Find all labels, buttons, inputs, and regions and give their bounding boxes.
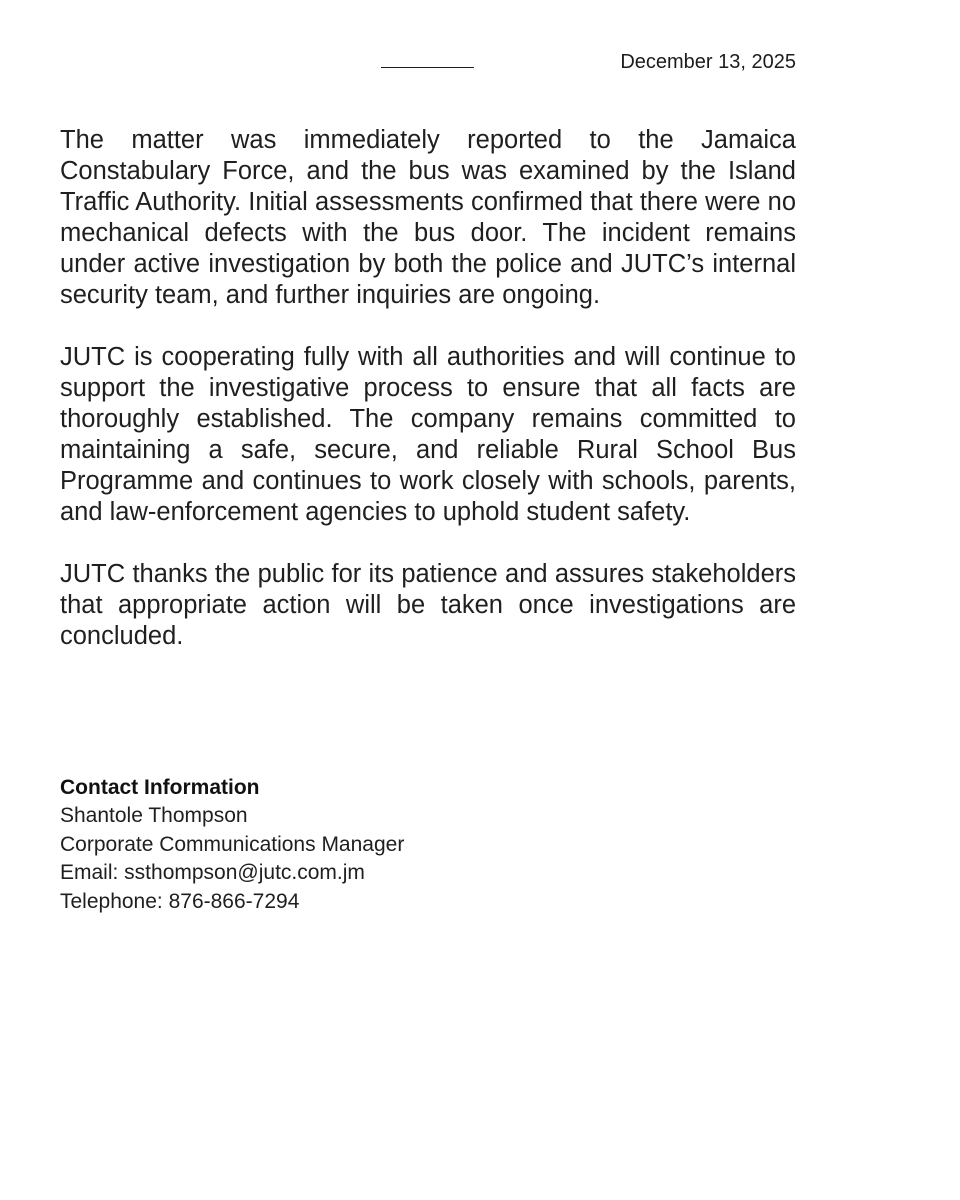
contact-heading: Contact Information	[60, 776, 260, 799]
header-signature-rule	[381, 67, 474, 68]
document-body	[60, 125, 796, 683]
contact-name: Shantole Thompson	[60, 804, 248, 827]
document-date: December 13, 2025	[620, 51, 796, 73]
body-paragraph: The matter was immediately reported to the Jamaica Constabulary Force, and the bus was examined by the Island Traffic Authority. Initial assessments confirmed that there were no mechanical defects with the bus door. The incident remains under active investigation by both the police and JUTC’s internal security team, and further inquiries are ongoing.	[60, 126, 796, 309]
body-paragraph: JUTC thanks the public for its patience and assures stakeholders that appropriate action will be taken once investigations are concluded.	[60, 560, 796, 650]
contact-telephone: Telephone: 876-866-7294	[60, 889, 300, 913]
contact-block	[60, 774, 660, 916]
contact-email: Email: ssthompson@jutc.com.jm	[60, 861, 365, 884]
contact-title: Corporate Communications Manager	[60, 832, 405, 856]
body-paragraph: JUTC is cooperating fully with all authorities and will continue to support the investigative process to ensure that all facts are thoroughly established. The company remains committed to maintaining a safe, secure, and reliable Rural School Bus Programme and continues to work closely with schools, parents, and law-enforcement agencies to uphold student safety.	[60, 343, 796, 526]
